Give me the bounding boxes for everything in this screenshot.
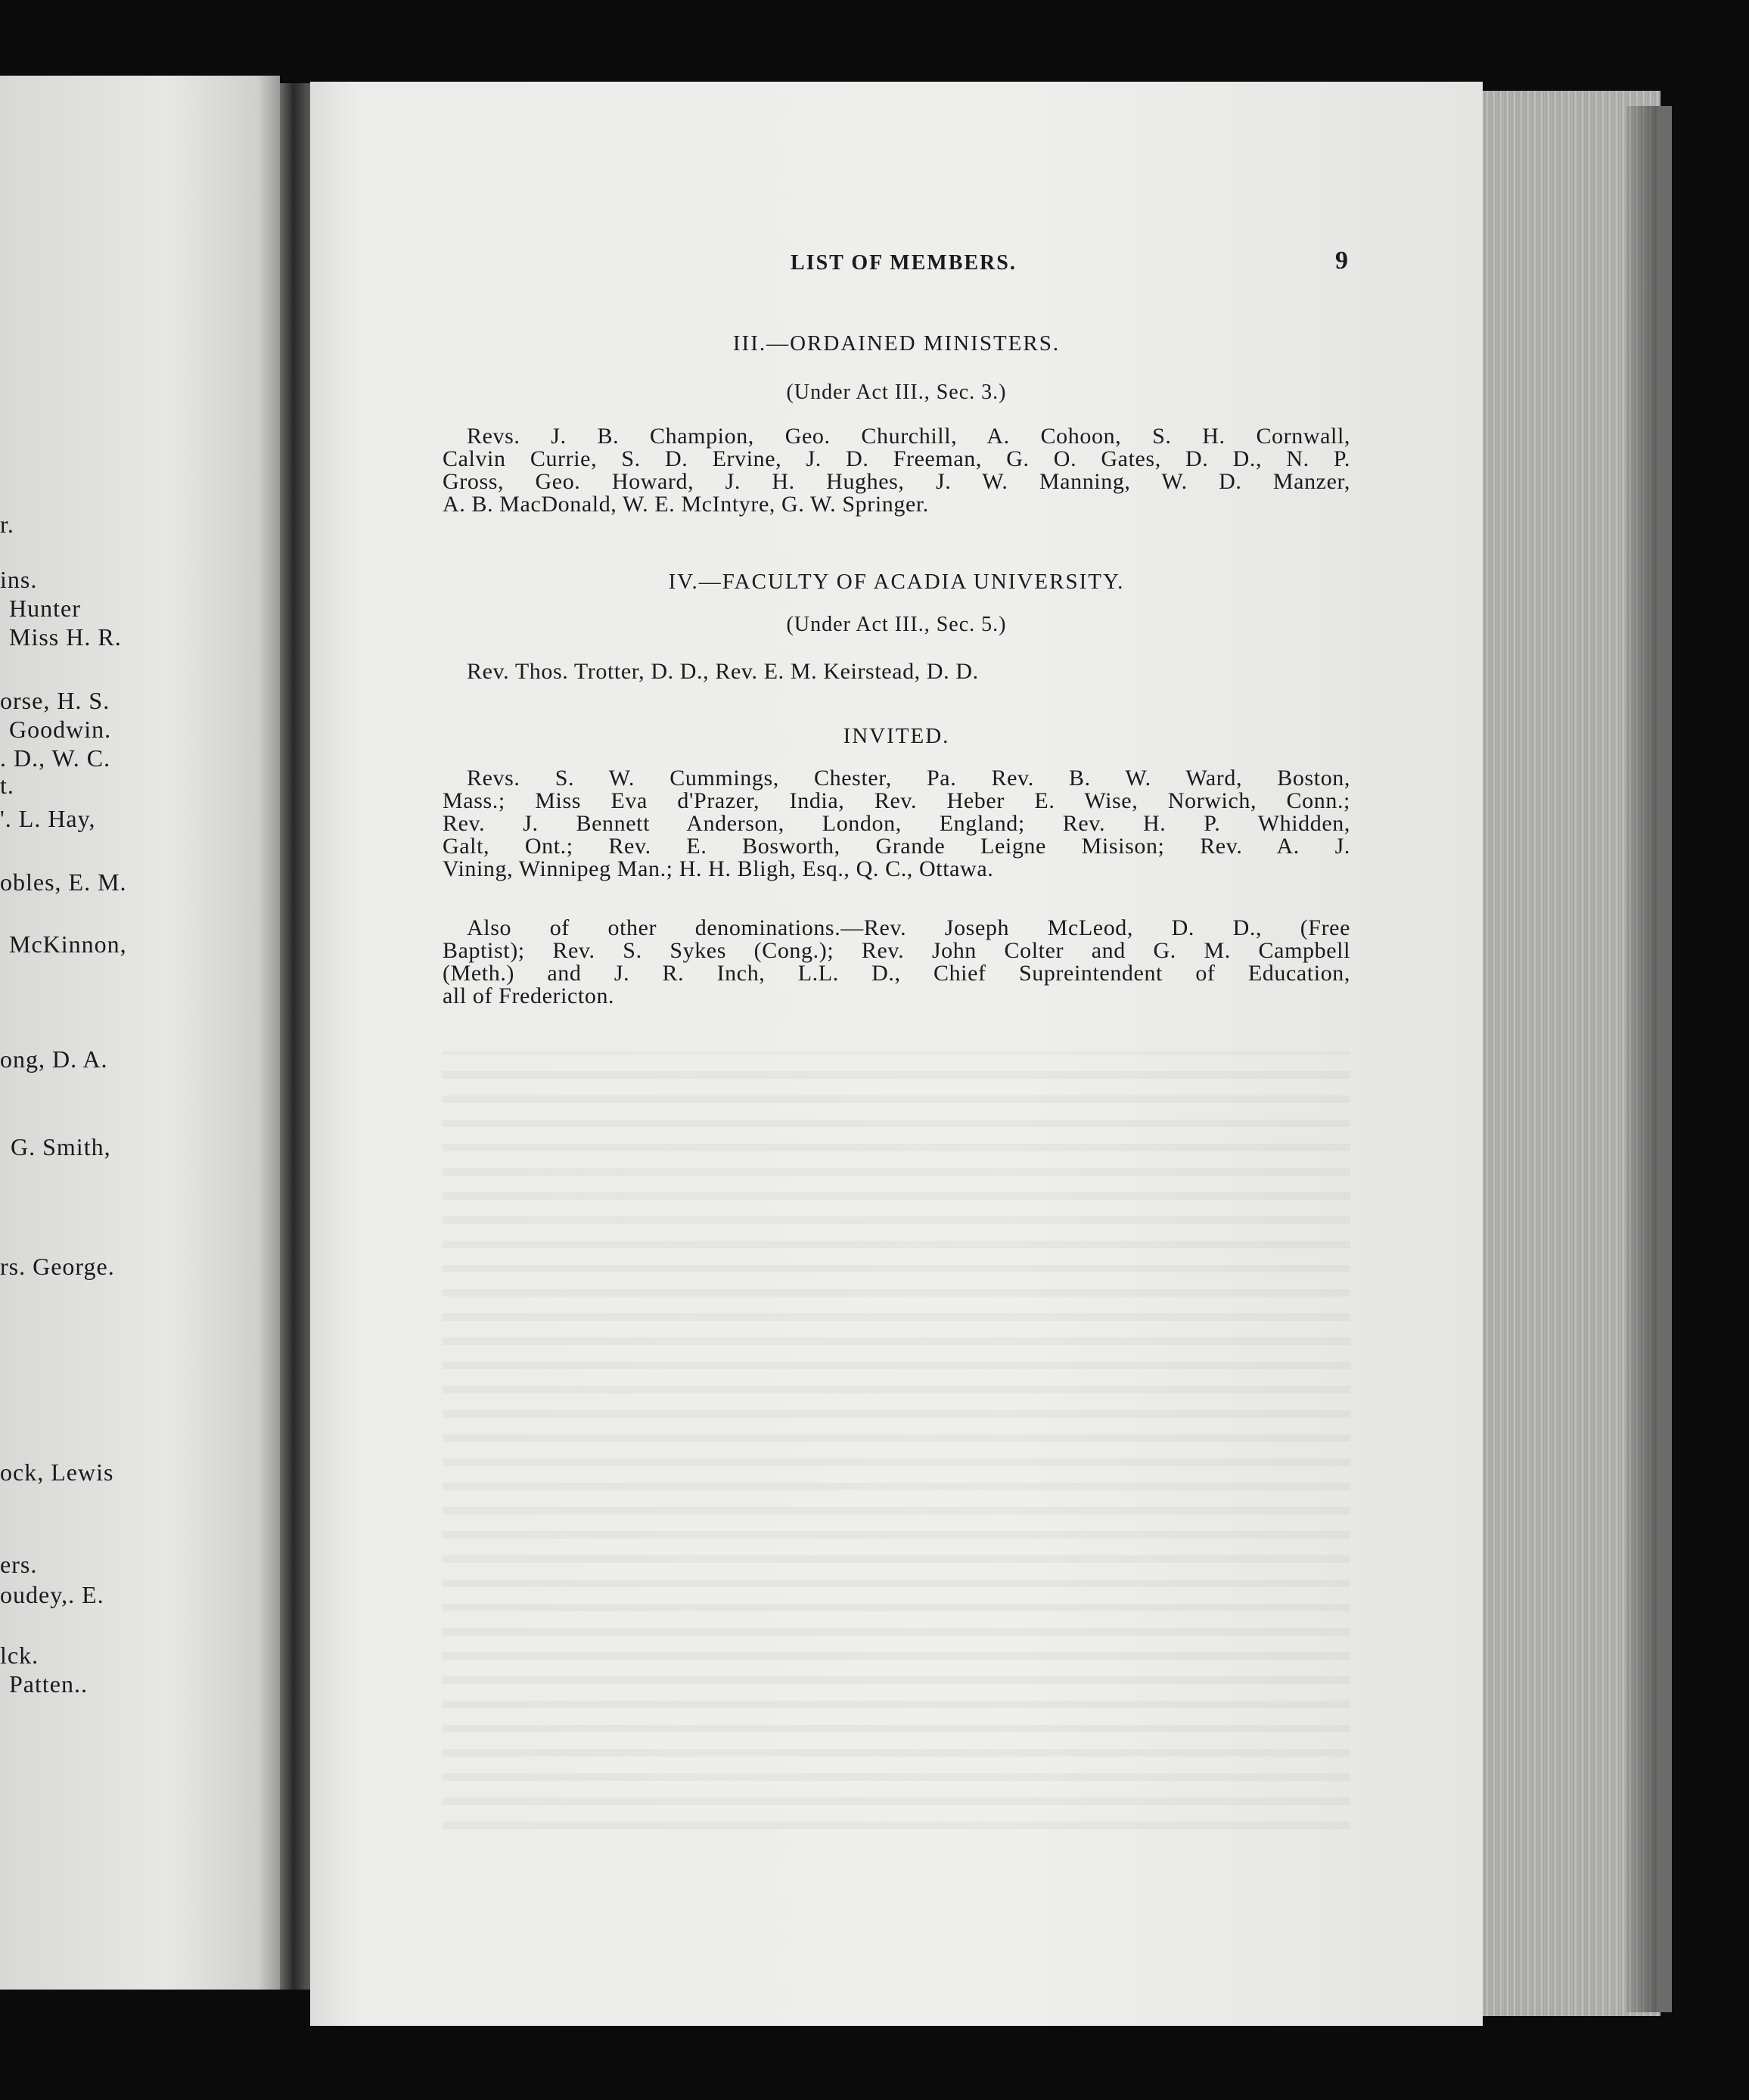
facing-page-line: obles, E. M. (0, 868, 127, 896)
section-paragraph (443, 767, 1350, 881)
section-paragraph (443, 917, 1350, 1008)
facing-page-line: orse, H. S. (0, 687, 110, 714)
facing-page-line: '. L. Hay, (0, 805, 96, 832)
paragraph-line: Vining, Winnipeg Man.; H. H. Bligh, Esq., Q. C., Ottawa. (443, 856, 994, 881)
running-head: LIST OF MEMBERS. (791, 251, 1017, 275)
paragraph-line: Revs. S. W. Cummings, Chester, Pa. Rev. B. W. Ward, Boston, (467, 766, 1350, 791)
facing-page-line: ock, Lewis (0, 1459, 114, 1486)
facing-page (0, 76, 280, 1990)
facing-page-line: ins. (0, 566, 38, 593)
facing-page-line: Hunter (9, 595, 81, 622)
section-subheading: (Under Act III., Sec. 3.) (786, 381, 1007, 404)
facing-page-line: oudey,. E. (0, 1581, 104, 1608)
facing-page-line: McKinnon, (9, 930, 127, 958)
section-heading: III.—ORDAINED MINISTERS. (732, 331, 1061, 356)
bleed-through (443, 1052, 1350, 1846)
facing-page-line: G. Smith, (11, 1133, 111, 1160)
section-heading: IV.—FACULTY OF ACADIA UNIVERSITY. (668, 570, 1125, 594)
facing-page-line: rs. George. (0, 1253, 115, 1280)
book-gutter (280, 83, 310, 1990)
facing-page-line: ong, D. A. (0, 1045, 108, 1073)
page-number: 9 (1335, 247, 1348, 275)
facing-page-line: r. (0, 511, 14, 538)
paragraph-line: Revs. J. B. Champion, Geo. Churchill, A. Cohoon, S. H. Cornwall, (467, 424, 1350, 449)
paragraph-line: Rev. J. Bennett Anderson, London, England; Rev. H. P. Whidden, (443, 811, 1350, 836)
paragraph-line: (Meth.) and J. R. Inch, L.L. D., Chief Supreintendent of Education, (443, 961, 1350, 986)
paragraph-line: Also of other denominations.—Rev. Joseph McLeod, D. D., (Free (467, 915, 1350, 940)
cover-edge (1657, 106, 1672, 2012)
section-paragraph (443, 425, 1350, 516)
facing-page-line: . D., W. C. (0, 744, 111, 772)
facing-page-line: Miss H. R. (9, 623, 122, 651)
facing-page-line: Goodwin. (9, 716, 112, 743)
paragraph-line: Gross, Geo. Howard, J. H. Hughes, J. W. Manning, W. D. Manzer, (443, 469, 1350, 494)
paragraph-line: Mass.; Miss Eva d'Prazer, India, Rev. Heber E. Wise, Norwich, Conn.; (443, 788, 1350, 813)
paragraph-line: Rev. Thos. Trotter, D. D., Rev. E. M. Keirstead, D. D. (467, 659, 979, 684)
facing-page-line: Patten.. (9, 1670, 88, 1698)
paragraph-line: Baptist); Rev. S. Sykes (Cong.); Rev. John Colter and G. M. Campbell (443, 938, 1350, 963)
section-paragraph (443, 660, 1350, 683)
paragraph-line: Galt, Ont.; Rev. E. Bosworth, Grande Leigne Misison; Rev. A. J. (443, 834, 1350, 859)
section-heading: INVITED. (843, 724, 950, 748)
section-subheading: (Under Act III., Sec. 5.) (786, 613, 1007, 636)
paragraph-line: Calvin Currie, S. D. Ervine, J. D. Freeman, G. O. Gates, D. D., N. P. (443, 446, 1350, 471)
facing-page-line: t. (0, 772, 14, 799)
facing-page-line: ers. (0, 1551, 38, 1578)
facing-page-line: lck. (0, 1642, 39, 1669)
paragraph-line: all of Fredericton. (443, 983, 615, 1008)
paragraph-line: A. B. MacDonald, W. E. McIntyre, G. W. Springer. (443, 492, 929, 517)
